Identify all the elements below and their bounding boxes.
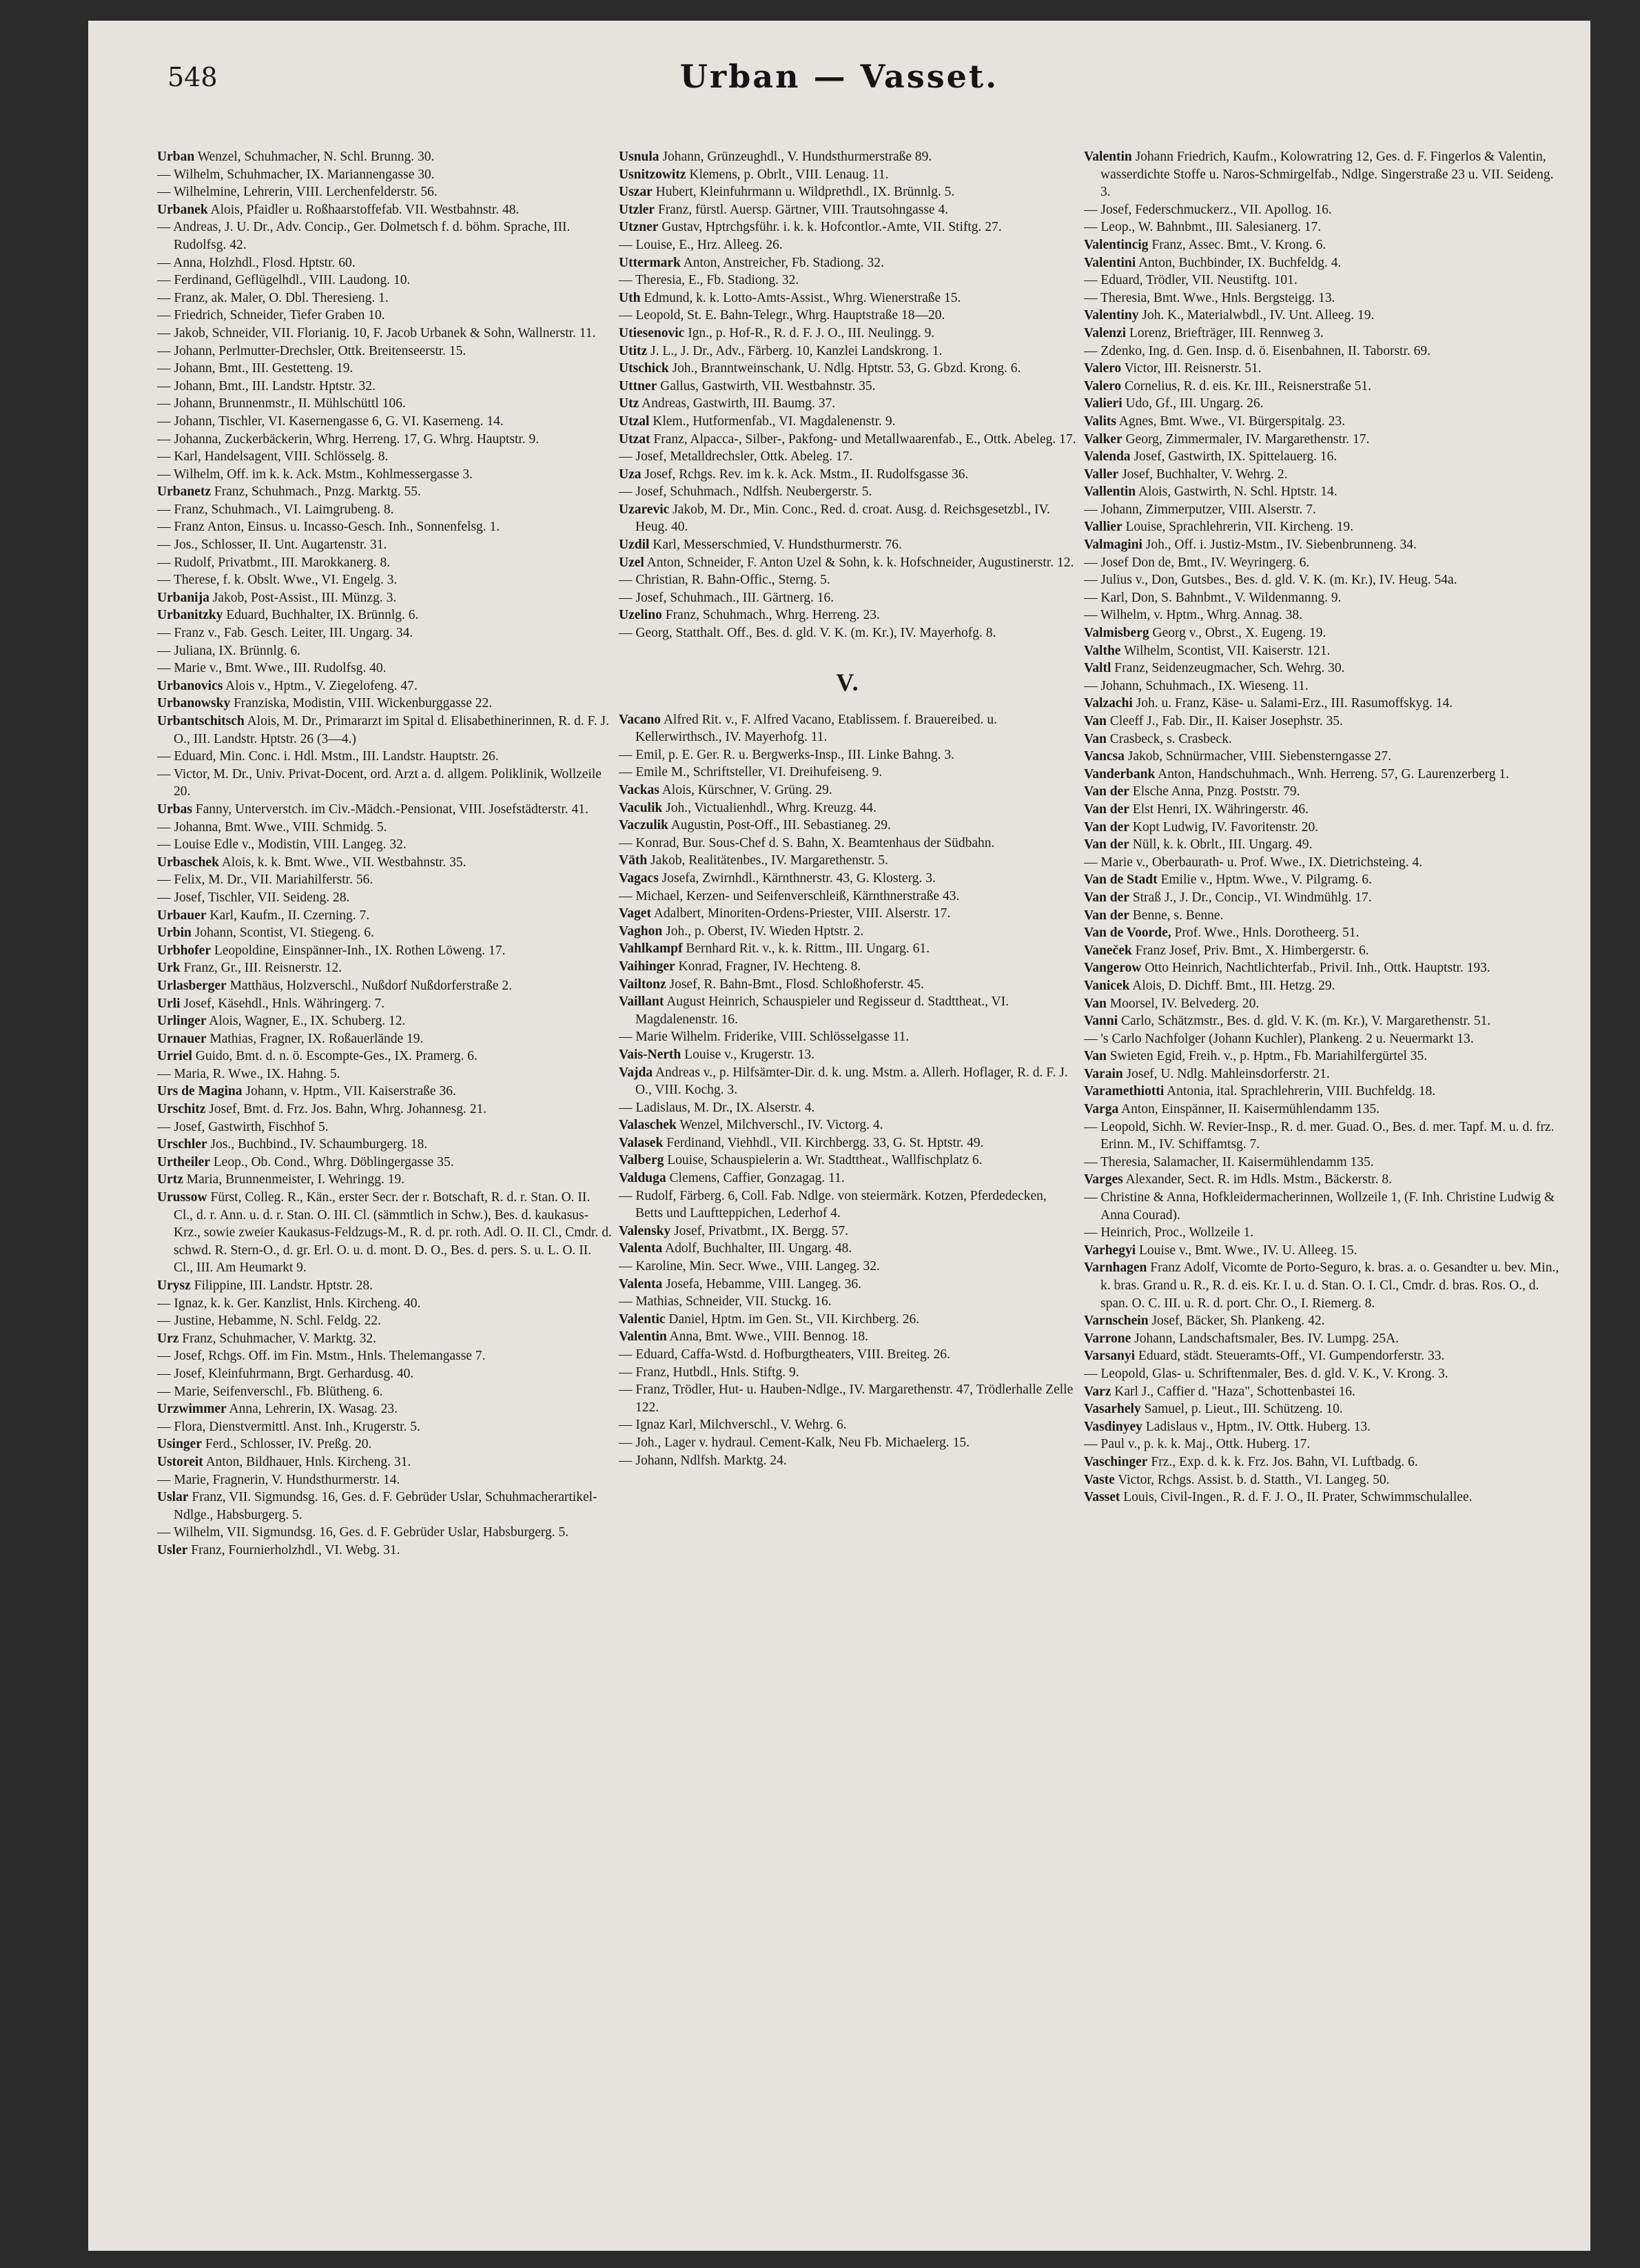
directory-entry: — Theresia, Salamacher, II. Kaisermühlendamm 135.	[1084, 1154, 1374, 1169]
directory-entry: — Johann, Tischler, VI. Kasernengasse 6, G. VI. Kaserneng. 14.	[157, 413, 504, 429]
directory-entry: Uttermark Anton, Anstreicher, Fb. Stadiong. 32.	[619, 255, 884, 270]
directory-entry: Vackas Alois, Kürschner, V. Grüng. 29.	[619, 783, 832, 797]
directory-page	[88, 21, 1590, 2251]
directory-entry: — Franz, Hutbdl., Hnls. Stiftg. 9.	[619, 1365, 799, 1380]
directory-entry: Vaste Victor, Rchgs. Assist. b. d. Statth., VI. Langeg. 50.	[1084, 1472, 1390, 1487]
directory-entry: Urbanek Alois, Pfaidler u. Roßhaarstoffefab. VII. Westbahnstr. 48.	[157, 202, 520, 217]
directory-entry: Vanni Carlo, Schätzmstr., Bes. d. gld. V. K. (m. Kr.), V. Margarethenstr. 51.	[1084, 1014, 1491, 1029]
directory-entry: Urriel Guido, Bmt. d. n. ö. Escompte-Ges., IX. Pramerg. 6.	[157, 1049, 478, 1064]
directory-entry: Vaschinger Frz., Exp. d. k. k. Frz. Jos. Bahn, VI. Luftbadg. 6.	[1084, 1454, 1418, 1469]
directory-entry: — Johann, Perlmutter-Drechsler, Ottk. Breitenseerstr. 15.	[157, 343, 467, 358]
directory-entry: Valler Josef, Buchhalter, V. Wehrg. 2.	[1084, 467, 1288, 482]
directory-entry: Valentiny Joh. K., Materialwbdl., IV. Unt. Alleeg. 19.	[1084, 308, 1375, 323]
directory-entry: — Karl, Handelsagent, VIII. Schlösselg. 8.	[157, 449, 389, 464]
directory-entry: — Jos., Schlosser, II. Unt. Augartenstr. 31.	[157, 538, 387, 553]
column-2	[619, 148, 1077, 2243]
directory-entry: — Marie v., Bmt. Wwe., III. Rudolfsg. 40.	[157, 661, 387, 676]
directory-entry: — Ignaz Karl, Milchverschl., V. Wehrg. 6.	[619, 1418, 847, 1433]
directory-entry: Valenzi Lorenz, Briefträger, III. Rennweg 3.	[1084, 325, 1324, 340]
directory-entry: Uslar Franz, VII. Sigmundsg. 16, Ges. d. F. Gebrüder Uslar, Schuhmacherartikel-Ndlge., Habsburgerg. 5.	[157, 1490, 597, 1522]
directory-entry: Valentincig Franz, Assec. Bmt., V. Krong. 6.	[1084, 237, 1326, 252]
directory-entry: — Leopold, St. E. Bahn-Telegr., Whrg. Hauptstraße 18—20.	[619, 308, 945, 323]
directory-entry: — Johann, Bmt., III. Gestetteng. 19.	[157, 361, 353, 376]
directory-entry: — 's Carlo Nachfolger (Johann Kuchler), Plankeng. 2 u. Neuermarkt 13.	[1084, 1031, 1474, 1046]
directory-entry: Utiesenovic Ign., p. Hof-R., R. d. F. J. O., III. Neulingg. 9.	[619, 325, 935, 340]
directory-entry: Van der Benne, s. Benne.	[1084, 908, 1224, 923]
directory-entry: Vaghon Joh., p. Oberst, IV. Wieden Hptstr. 2.	[619, 923, 864, 939]
directory-entry: — Emil, p. E. Ger. R. u. Bergwerks-Insp., III. Linke Bahng. 3.	[619, 747, 955, 762]
directory-entry: Valenda Josef, Gastwirth, IX. Spittelauerg. 16.	[1084, 449, 1337, 464]
directory-entry: Urban Wenzel, Schuhmacher, N. Schl. Brunng. 30.	[157, 150, 435, 164]
directory-entry: Urbanovics Alois v., Hptm., V. Ziegelofeng. 47.	[157, 678, 418, 693]
directory-entry: Usler Franz, Fournierholzhdl., VI. Webg. 31.	[157, 1542, 400, 1557]
directory-entry: Usinger Ferd., Schlosser, IV. Preßg. 20.	[157, 1437, 372, 1452]
directory-entry: — Karl, Don, S. Bahnbmt., V. Wildenmanng. 9.	[1084, 590, 1342, 605]
directory-entry: Van Crasbeck, s. Crasbeck.	[1084, 731, 1232, 746]
directory-entry: Urbas Fanny, Unterverstch. im Civ.-Mädch.-Pensionat, VIII. Josefstädterstr. 41.	[157, 801, 588, 817]
directory-entry: Urbaschek Alois, k. k. Bmt. Wwe., VII. Westbahnstr. 35.	[157, 855, 467, 870]
directory-entry: Vasdinyey Ladislaus v., Hptm., IV. Ottk. Huberg. 13.	[1084, 1419, 1371, 1434]
directory-entry: Urtheiler Leop., Ob. Cond., Whrg. Döblingergasse 35.	[157, 1154, 454, 1169]
directory-entry: — Joh., Lager v. hydraul. Cement-Kalk, Neu Fb. Michaelerg. 15.	[619, 1435, 970, 1450]
directory-entry: Valmisberg Georg v., Obrst., X. Eugeng. 19.	[1084, 626, 1326, 641]
directory-entry: Urschler Jos., Buchbind., IV. Schaumburgerg. 18.	[157, 1137, 428, 1152]
directory-entry: Varain Josef, U. Ndlg. Mahleinsdorferstr. 21.	[1084, 1066, 1330, 1081]
directory-entry: — Josef Don de, Bmt., IV. Weyringerg. 6.	[1084, 555, 1310, 570]
directory-entry: Urzwimmer Anna, Lehrerin, IX. Wasag. 23.	[157, 1402, 398, 1417]
directory-entry: — Franz, ak. Maler, O. Dbl. Theresieng. 1.	[157, 290, 389, 305]
directory-entry: Vasarhely Samuel, p. Lieut., III. Schützeng. 10.	[1084, 1402, 1343, 1417]
directory-entry: — Marie v., Oberbaurath- u. Prof. Wwe., IX. Dietrichsteing. 4.	[1084, 855, 1423, 870]
directory-entry: — Wilhelm, v. Hptm., Whrg. Annag. 38.	[1084, 608, 1302, 623]
directory-entry: Uth Edmund, k. k. Lotto-Amts-Assist., Whrg. Wienerstraße 15.	[619, 290, 961, 305]
directory-entry: Valieri Udo, Gf., III. Ungarg. 26.	[1084, 396, 1264, 411]
directory-entry: Valberg Louise, Schauspielerin a. Wr. Stadttheat., Wallfischplatz 6.	[619, 1153, 983, 1168]
directory-entry: — Josef, Schuhmach., Ndlfsh. Neubergerstr. 5.	[619, 484, 872, 500]
directory-entry: — Johanna, Zuckerbäckerin, Whrg. Herreng. 17, G. Whrg. Hauptstr. 9.	[157, 431, 540, 447]
directory-entry: Van der Straß J., J. Dr., Concip., VI. Windmühlg. 17.	[1084, 890, 1372, 905]
directory-entry: Valduga Clemens, Caffier, Gonzagag. 11.	[619, 1171, 845, 1186]
directory-entry: — Johann, Schuhmach., IX. Wieseng. 11.	[1084, 678, 1309, 693]
directory-entry: Urtz Maria, Brunnenmeister, I. Wehringg. 19.	[157, 1172, 405, 1187]
directory-entry: — Eduard, Trödler, VII. Neustiftg. 101.	[1084, 273, 1298, 288]
section-letter: V.	[836, 668, 860, 696]
directory-entry: — Wilhelm, Off. im k. k. Ack. Mstm., Kohlmessergasse 3.	[157, 467, 473, 482]
directory-entry: — Leopold, Sichh. W. Revier-Insp., R. d. mer. Guad. O., Bes. d. mer. Tapf. M. u. d. frz. Erinn. M., IV. Schiffamtsg. 7.	[1084, 1119, 1555, 1152]
directory-entry: Valmagini Joh., Off. i. Justiz-Mstm., IV. Siebenbrunneng. 34.	[1084, 538, 1417, 553]
directory-entry: Van de Stadt Emilie v., Hptm. Wwe., V. Pilgramg. 6.	[1084, 872, 1372, 888]
directory-entry: Valthe Wilhelm, Scontist, VII. Kaiserstr. 121.	[1084, 643, 1331, 658]
directory-entry: Urbanija Jakob, Post-Assist., III. Münzg. 3.	[157, 590, 397, 605]
directory-entry: — Leopold, Glas- u. Schriftenmaler, Bes. d. gld. V. K., V. Krong. 3.	[1084, 1366, 1448, 1381]
directory-entry: Valenta Josefa, Hebamme, VIII. Langeg. 36.	[619, 1276, 862, 1291]
directory-entry: Varz Karl J., Caffier d. "Haza", Schottenbastei 16.	[1084, 1384, 1355, 1399]
directory-entry: — Paul v., p. k. k. Maj., Ottk. Huberg. 17.	[1084, 1437, 1311, 1452]
column-1	[157, 148, 612, 2243]
directory-entry: — Johann, Bmt., III. Landstr. Hptstr. 32.	[157, 378, 376, 394]
directory-entry: — Theresia, E., Fb. Stadiong. 32.	[619, 273, 799, 288]
directory-entry: Vallentin Alois, Gastwirth, N. Schl. Hptstr. 14.	[1084, 484, 1337, 500]
directory-entry: Valaschek Wenzel, Milchverschl., IV. Victorg. 4.	[619, 1118, 883, 1133]
directory-entry: Vancsa Jakob, Schnürmacher, VIII. Siebensterngasse 27.	[1084, 749, 1392, 764]
directory-entry: — Franz, Trödler, Hut- u. Hauben-Ndlge., IV. Margarethenstr. 47, Trödlerhalle Zelle 122.	[619, 1382, 1074, 1415]
directory-entry: Utzner Gustav, Hptrchgsführ. i. k. k. Hofcontlor.-Amte, VII. Stiftg. 27.	[619, 220, 1002, 235]
directory-entry: — Josef, Tischler, VII. Seideng. 28.	[157, 890, 350, 905]
directory-entry: Varnschein Josef, Bäcker, Sh. Plankeng. 42.	[1084, 1314, 1325, 1329]
directory-entry: — Wilhelmine, Lehrerin, VIII. Lerchenfelderstr. 56.	[157, 185, 438, 200]
directory-entry: Varges Alexander, Sect. R. im Hdls. Mstm., Bäckerstr. 8.	[1084, 1172, 1392, 1187]
directory-entry: Vanderbank Anton, Handschuhmach., Wnh. Herreng. 57, G. Laurenzerberg 1.	[1084, 766, 1510, 781]
directory-entry: Urbin Johann, Scontist, VI. Stiegeng. 6.	[157, 926, 374, 941]
directory-entry: — Franz v., Fab. Gesch. Leiter, III. Ungarg. 34.	[157, 626, 413, 641]
directory-entry: — Therese, f. k. Obslt. Wwe., VI. Engelg. 3.	[157, 573, 398, 588]
directory-entry: — Rudolf, Färberg. 6, Coll. Fab. Ndlge. von steiermärk. Kotzen, Pferdedecken, Betts und Lauftteppichen, Lederhof 4.	[619, 1188, 1047, 1221]
directory-entry: — Andreas, J. U. Dr., Adv. Concip., Ger. Dolmetsch f. d. böhm. Sprache, III. Rudolfsg. 42.	[157, 220, 571, 252]
directory-entry: Vaillant August Heinrich, Schauspieler und Regisseur d. Stadttheat., VI. Magdalenenstr. 16.	[619, 994, 1009, 1027]
directory-entry: — Franz, Schuhmach., VI. Laimgrubeng. 8.	[157, 502, 394, 517]
directory-entry: Vaculik Joh., Victualienhdl., Whrg. Kreuzg. 44.	[619, 800, 877, 815]
directory-entry: — Ferdinand, Geflügelhdl., VIII. Laudong. 10.	[157, 273, 411, 288]
directory-entry: Vais-Nerth Louise v., Krugerstr. 13.	[619, 1047, 814, 1062]
directory-entry: — Rudolf, Privatbmt., III. Marokkanerg. 8.	[157, 555, 391, 570]
directory-entry: Van der Elsche Anna, Pnzg. Poststr. 79.	[1084, 784, 1300, 799]
directory-entry: — Christian, R. Bahn-Offic., Sterng. 5.	[619, 573, 830, 588]
directory-entry: Urk Franz, Gr., III. Reisnerstr. 12.	[157, 961, 342, 976]
directory-entry: — Christine & Anna, Hofkleidermacherinnen, Wollzeile 1, (F. Inh. Christine Ludwig & Anna Courad).	[1084, 1190, 1555, 1223]
directory-entry: Ustoreit Anton, Bildhauer, Hnls. Kircheng. 31.	[157, 1454, 411, 1469]
directory-entry: — Jakob, Schneider, VII. Florianig. 10, F. Jacob Urbanek & Sohn, Wallnerstr. 11.	[157, 325, 596, 340]
directory-entry: Van Cleeff J., Fab. Dir., II. Kaiser Josephstr. 35.	[1084, 714, 1343, 728]
directory-entry: Utzal Klem., Hutformenfab., VI. Magdalenenstr. 9.	[619, 413, 896, 429]
directory-entry: — Mathias, Schneider, VII. Stuckg. 16.	[619, 1294, 832, 1309]
directory-entry: — Konrad, Bur. Sous-Chef d. S. Bahn, X. Beamtenhaus der Südbahn.	[619, 835, 995, 850]
directory-entry: Van Swieten Egid, Freih. v., p. Hptm., Fb. Mariahilfergürtel 35.	[1084, 1049, 1428, 1064]
directory-entry: Uzel Anton, Schneider, F. Anton Uzel & Sohn, k. k. Hofschneider, Augustinerstr. 12.	[619, 555, 1074, 570]
directory-entry: Varamethiotti Antonia, ital. Sprachlehrerin, VIII. Buchfeldg. 18.	[1084, 1084, 1436, 1099]
directory-entry: — Zdenko, Ing. d. Gen. Insp. d. ö. Eisenbahnen, II. Taborstr. 69.	[1084, 343, 1431, 358]
directory-entry: Valentic Daniel, Hptm. im Gen. St., VII. Kirchberg. 26.	[619, 1311, 920, 1327]
directory-entry: Valits Agnes, Bmt. Wwe., VI. Bürgerspitalg. 23.	[1084, 413, 1345, 429]
directory-entry: Van der Elst Henri, IX. Währingerstr. 46.	[1084, 801, 1309, 817]
directory-entry: — Josef, Schuhmach., III. Gärtnerg. 16.	[619, 590, 834, 605]
directory-entry: — Josef, Metalldrechsler, Ottk. Abeleg. 17.	[619, 449, 853, 464]
directory-entry: Vangerow Otto Heinrich, Nachtlichterfab., Privil. Inh., Ottk. Hauptstr. 193.	[1084, 961, 1490, 976]
directory-entry: — Leop., W. Bahnbmt., III. Salesianerg. 17.	[1084, 220, 1322, 235]
directory-entry: Utschick Joh., Branntweinschank, U. Ndlg. Hptstr. 53, G. Gbzd. Krong. 6.	[619, 361, 1021, 376]
directory-entry: Uzarevic Jakob, M. Dr., Min. Conc., Red. d. croat. Ausg. d. Reichsgesetzbl., IV. Heug. 40.	[619, 502, 1050, 535]
directory-entry: Varsanyi Eduard, städt. Steueramts-Off., VI. Gumpendorferstr. 33.	[1084, 1349, 1445, 1364]
page-header	[88, 58, 1590, 124]
directory-entry: Valentini Anton, Buchbinder, IX. Buchfeldg. 4.	[1084, 255, 1342, 270]
running-head: Urban — Vasset.	[679, 58, 999, 95]
directory-entry: — Wilhelm, VII. Sigmundsg. 16, Ges. d. F. Gebrüder Uslar, Habsburgerg. 5.	[157, 1525, 569, 1540]
directory-entry: — Louise Edle v., Modistin, VIII. Langeg. 32.	[157, 837, 407, 852]
directory-entry: Valasek Ferdinand, Viehhdl., VII. Kirchbergg. 33, G. St. Hptstr. 49.	[619, 1135, 984, 1150]
directory-entry: Uszar Hubert, Kleinfuhrmann u. Wildprethdl., IX. Brünnlg. 5.	[619, 185, 955, 200]
directory-entry: Urlinger Alois, Wagner, E., IX. Schuberg. 12.	[157, 1014, 406, 1029]
directory-entry: Urysz Filippine, III. Landstr. Hptstr. 28.	[157, 1278, 373, 1293]
directory-entry: Van Moorsel, IV. Belvederg. 20.	[1084, 996, 1260, 1011]
directory-entry: Vanicek Alois, D. Dichff. Bmt., III. Hetzg. 29.	[1084, 978, 1335, 993]
directory-entry: Vasset Louis, Civil-Ingen., R. d. F. J. O., II. Prater, Schwimmschulallee.	[1084, 1490, 1473, 1505]
directory-entry: Urz Franz, Schuhmacher, V. Marktg. 32.	[157, 1331, 377, 1346]
directory-entry: Vacano Alfred Rit. v., F. Alfred Vacano, Etablissem. f. Brauereibed. u. Kellerwirthsch., IV. Mayerhofg. 11.	[619, 712, 998, 745]
directory-entry: — Johanna, Bmt. Wwe., VIII. Schmidg. 5.	[157, 819, 387, 835]
directory-entry: Vaneček Franz Josef, Priv. Bmt., X. Himbergerstr. 6.	[1084, 943, 1369, 958]
directory-entry: Urbantschitsch Alois, M. Dr., Primararzt im Spital d. Elisabethinerinnen, R. d. F. J. O., III. Landstr. Hptstr. 26 (3—4.)	[157, 714, 609, 746]
directory-entry: Van de Voorde, Prof. Wwe., Hnls. Dorotheerg. 51.	[1084, 926, 1360, 941]
directory-entry: Urbauer Karl, Kaufm., II. Czerning. 7.	[157, 908, 370, 923]
directory-entry: Utzler Franz, fürstl. Auersp. Gärtner, VIII. Trautsohngasse 4.	[619, 202, 949, 217]
directory-entry: Usnula Johann, Grünzeughdl., V. Hundsthurmerstraße 89.	[619, 150, 932, 164]
directory-entry: — Johann, Zimmerputzer, VIII. Alserstr. 7.	[1084, 502, 1316, 517]
directory-entry: Urlasberger Matthäus, Holzverschl., Nußdorf Nußdorferstraße 2.	[157, 978, 512, 993]
directory-entry: — Louise, E., Hrz. Alleeg. 26.	[619, 237, 783, 252]
directory-entry: Vailtonz Josef, R. Bahn-Bmt., Flosd. Schloßhoferstr. 45.	[619, 977, 924, 992]
directory-entry: Uttner Gallus, Gastwirth, VII. Westbahnstr. 35.	[619, 378, 876, 394]
directory-entry: — Victor, M. Dr., Univ. Privat-Docent, ord. Arzt a. d. allgem. Poliklinik, Wollzeile 20.	[157, 766, 602, 799]
directory-entry: Uzdil Karl, Messerschmied, V. Hundsthurmerstr. 76.	[619, 538, 902, 553]
directory-entry: Urschitz Josef, Bmt. d. Frz. Jos. Bahn, Whrg. Johannesg. 21.	[157, 1102, 487, 1117]
directory-entry: — Josef, Kleinfuhrmann, Brgt. Gerhardusg. 40.	[157, 1366, 414, 1381]
directory-entry: Valentin Johann Friedrich, Kaufm., Kolowratring 12, Ges. d. F. Fingerlos & Valentin, wasserdichte Stoffe u. Naros-Schmirgelfab., Ndlge. Singerstraße 23 u. VII. Seideng. 3.	[1084, 150, 1554, 200]
directory-entry: Urbanitzky Eduard, Buchhalter, IX. Brünnlg. 6.	[157, 608, 419, 623]
directory-entry: Urbanetz Franz, Schuhmach., Pnzg. Marktg. 55.	[157, 484, 421, 500]
directory-entry: — Theresia, Bmt. Wwe., Hnls. Bergsteigg. 13.	[1084, 290, 1335, 305]
directory-entry: — Josef, Rchgs. Off. im Fin. Mstm., Hnls. Thelemangasse 7.	[157, 1349, 486, 1364]
directory-entry: Varhegyi Louise v., Bmt. Wwe., IV. U. Alleeg. 15.	[1084, 1243, 1357, 1258]
directory-entry: Vaczulik Augustin, Post-Off., III. Sebastianeg. 29.	[619, 818, 891, 833]
directory-entry: Uzelino Franz, Schuhmach., Whrg. Herreng. 23.	[619, 608, 880, 623]
directory-entry: — Flora, Dienstvermittl. Anst. Inh., Krugerstr. 5.	[157, 1419, 420, 1434]
directory-entry: Urussow Fürst, Colleg. R., Kän., erster Secr. der r. Botschaft, R. d. r. Stan. O. II. Cl., d. r. Ann. u. d. r. Stan. O. III. Cl. (sämmtlich in Schw.), Bes. d. kaukasus-Krz., sowie zweier Kaukasus-Feldzugs-M., R. d. pr. roth. Adl. O. II. Cl., Cmdr. d. schwd. R. Stern-O., d. gr. Erl. O. u. d. mont. D. O., Bes. d. pers. S. u. L. O. II. Cl., III. Am Heumarkt 9.	[157, 1190, 612, 1276]
directory-entry: — Marie, Seifenverschl., Fb. Blütheng. 6.	[157, 1384, 383, 1399]
directory-entry: Urs de Magina Johann, v. Hptm., VII. Kaiserstraße 36.	[157, 1084, 456, 1099]
directory-entry: Utz Andreas, Gastwirth, III. Baumg. 37.	[619, 396, 836, 411]
directory-entry: Valenta Adolf, Buchhalter, III. Ungarg. 48.	[619, 1241, 852, 1256]
directory-entry: — Friedrich, Schneider, Tiefer Graben 10.	[157, 308, 385, 323]
directory-entry: Uza Josef, Rchgs. Rev. im k. k. Ack. Mstm., II. Rudolfsgasse 36.	[619, 467, 969, 482]
directory-entry: Varrone Johann, Landschaftsmaler, Bes. IV. Lumpg. 25A.	[1084, 1331, 1400, 1346]
directory-entry: — Wilhelm, Schuhmacher, IX. Mariannengasse 30.	[157, 167, 435, 182]
directory-entry: Vallier Louise, Sprachlehrerin, VII. Kircheng. 19.	[1084, 520, 1353, 535]
directory-entry: Vagacs Josefa, Zwirnhdl., Kärnthnerstr. 43, G. Klosterg. 3.	[619, 870, 936, 886]
directory-entry: Urnauer Mathias, Fragner, IX. Roßauerlände 19.	[157, 1031, 424, 1046]
directory-entry: — Julius v., Don, Gutsbes., Bes. d. gld. V. K. (m. Kr.), IV. Heug. 54a.	[1084, 573, 1457, 588]
directory-entry: Väth Jakob, Realitätenbes., IV. Margarethenstr. 5.	[619, 853, 888, 868]
directory-entry: Usnitzowitz Klemens, p. Obrlt., VIII. Lenaug. 11.	[619, 167, 889, 182]
directory-entry: Vahlkampf Bernhard Rit. v., k. k. Rittm., III. Ungarg. 61.	[619, 941, 930, 957]
directory-entry: — Heinrich, Proc., Wollzeile 1.	[1084, 1225, 1254, 1240]
directory-entry: — Eduard, Caffa-Wstd. d. Hofburgtheaters, VIII. Breiteg. 26.	[619, 1347, 950, 1362]
directory-entry: Van der Kopt Ludwig, IV. Favoritenstr. 20.	[1084, 819, 1319, 835]
directory-entry: — Anna, Holzhdl., Flosd. Hptstr. 60.	[157, 255, 356, 270]
directory-entry: — Ladislaus, M. Dr., IX. Alserstr. 4.	[619, 1100, 815, 1115]
directory-entry: Valker Georg, Zimmermaler, IV. Margarethenstr. 17.	[1084, 431, 1370, 447]
directory-entry: — Maria, R. Wwe., IX. Hahng. 5.	[157, 1066, 340, 1081]
directory-entry: Vaget Adalbert, Minoriten-Ordens-Priester, VIII. Alserstr. 17.	[619, 906, 951, 921]
directory-entry: — Georg, Statthalt. Off., Bes. d. gld. V. K. (m. Kr.), IV. Mayerhofg. 8.	[619, 626, 996, 641]
directory-entry: — Justine, Hebamme, N. Schl. Feldg. 22.	[157, 1314, 381, 1329]
directory-entry: Utitz J. L., J. Dr., Adv., Färberg. 10, Kanzlei Landskrong. 1.	[619, 343, 943, 358]
directory-entry: — Ignaz, k. k. Ger. Kanzlist, Hnls. Kircheng. 40.	[157, 1296, 421, 1311]
directory-entry: Urbhofer Leopoldine, Einspänner-Inh., IX. Rothen Löweng. 17.	[157, 943, 506, 958]
directory-entry: Valensky Josef, Privatbmt., IX. Bergg. 57.	[619, 1223, 849, 1238]
directory-entry: Valentin Anna, Bmt. Wwe., VIII. Bennog. 18.	[619, 1329, 869, 1345]
directory-entry: — Marie, Fragnerin, V. Hundsthurmerstr. 14.	[157, 1472, 400, 1487]
directory-entry: — Josef, Gastwirth, Fischhof 5.	[157, 1119, 329, 1134]
directory-entry: Varnhagen Franz Adolf, Vicomte de Porto-Seguro, k. bras. a. o. Gesandter u. bev. Min., k. bras. Grand u. R., R. d. eis. Kr. I. u. d. Stan. O. I. Cl., Cmdr. d. bras. Ros. O., d. span. O. C. III. u. R. d. port. Chr. O., I. Riemerg. 8.	[1084, 1260, 1559, 1311]
directory-entry: Urbanowsky Franziska, Modistin, VIII. Wickenburggasse 22.	[157, 696, 493, 711]
directory-entry: Vaihinger Konrad, Fragner, IV. Hechteng. 8.	[619, 959, 861, 974]
directory-entry: — Juliana, IX. Brünnlg. 6.	[157, 643, 300, 658]
directory-entry: Valero Cornelius, R. d. eis. Kr. III., Reisnerstraße 51.	[1084, 378, 1372, 394]
directory-entry: Valzachi Joh. u. Franz, Käse- u. Salami-Erz., III. Rasumoffskyg. 14.	[1084, 696, 1453, 711]
directory-entry: — Marie Wilhelm. Friderike, VIII. Schlösselgasse 11.	[619, 1030, 910, 1045]
directory-entry: — Franz Anton, Einsus. u. Incasso-Gesch. Inh., Sonnenfelsg. 1.	[157, 520, 500, 535]
column-3	[1084, 148, 1559, 2243]
directory-entry: — Emile M., Schriftsteller, VI. Dreihufeiseng. 9.	[619, 765, 883, 780]
directory-entry: — Johann, Brunnenmstr., II. Mühlschüttl 106.	[157, 396, 406, 411]
directory-entry: Varga Anton, Einspänner, II. Kaisermühlendamm 135.	[1084, 1102, 1380, 1117]
directory-entry: — Josef, Federschmuckerz., VII. Apollog. 16.	[1084, 202, 1332, 217]
directory-entry: — Felix, M. Dr., VII. Mariahilferstr. 56.	[157, 872, 373, 888]
directory-entry: — Michael, Kerzen- und Seifenverschleiß, Kärnthnerstraße 43.	[619, 888, 960, 903]
directory-entry: Utzat Franz, Alpacca-, Silber-, Pakfong- und Metallwaarenfab., E., Ottk. Abeleg. 17.	[619, 431, 1076, 447]
directory-entry: — Karoline, Min. Secr. Wwe., VIII. Langeg. 32.	[619, 1259, 880, 1274]
page-number: 548	[167, 62, 218, 92]
directory-entry: Valtl Franz, Seidenzeugmacher, Sch. Wehrg. 30.	[1084, 661, 1345, 676]
directory-entry: Valero Victor, III. Reisnerstr. 51.	[1084, 361, 1262, 376]
directory-entry: Van der Nüll, k. k. Obrlt., III. Ungarg. 49.	[1084, 837, 1313, 852]
directory-entry: — Johann, Ndlfsh. Marktg. 24.	[619, 1453, 787, 1468]
directory-entry: Vajda Andreas v., p. Hilfsämter-Dir. d. k. ung. Mstm. a. Allerh. Hoflager, R. d. F. J. O., VIII. Kochg. 3.	[619, 1065, 1068, 1098]
directory-entry: Urli Josef, Käsehdl., Hnls. Währingerg. 7.	[157, 996, 385, 1011]
directory-entry: — Eduard, Min. Conc. i. Hdl. Mstm., III. Landstr. Hauptstr. 26.	[157, 749, 499, 764]
